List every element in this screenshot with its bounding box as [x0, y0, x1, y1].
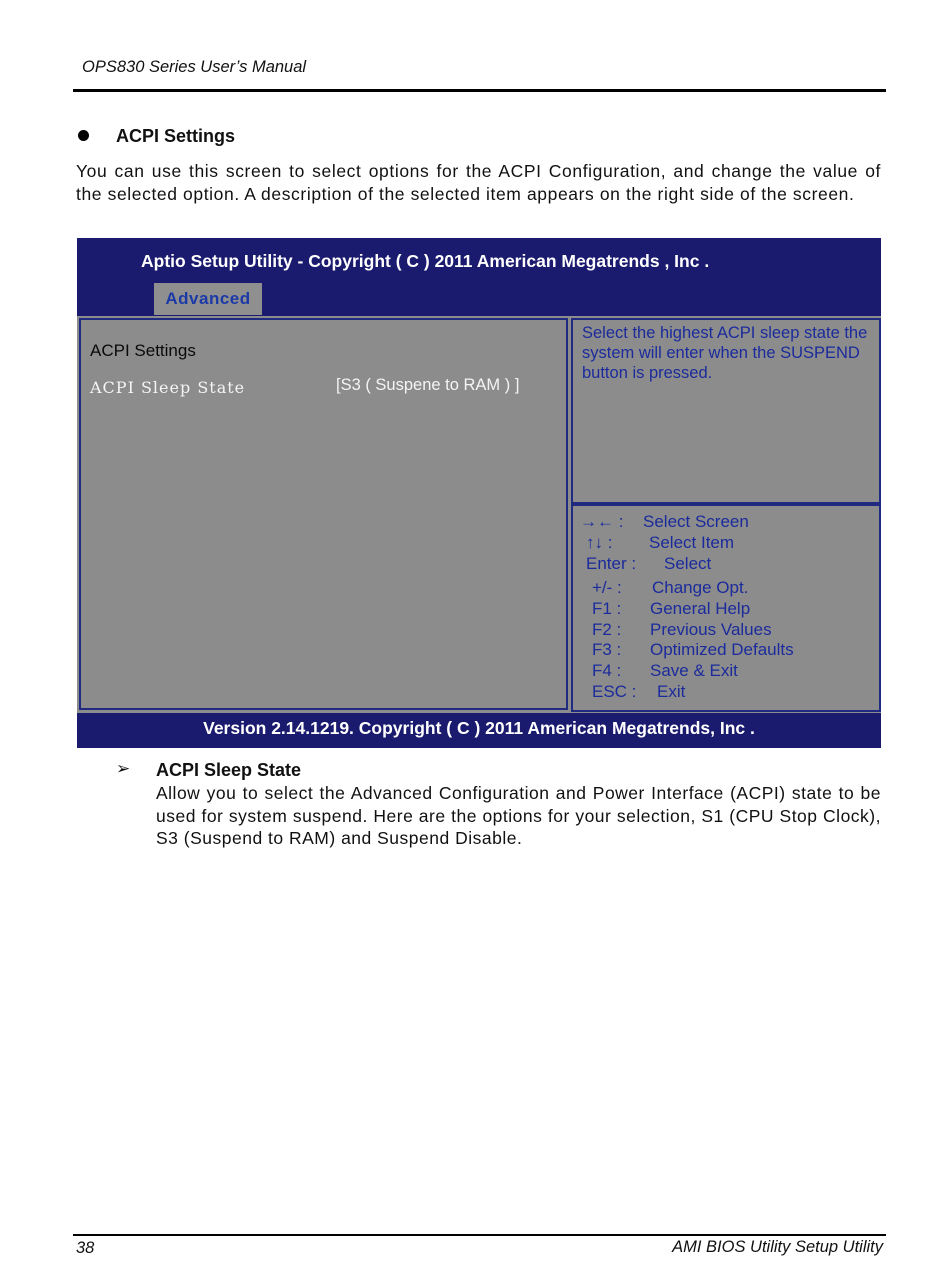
arrow-bullet-icon: ➢ [116, 759, 131, 778]
key-legend-pane [571, 504, 881, 712]
key-label: Enter : [586, 554, 637, 573]
header-rule [73, 89, 886, 92]
footer-title: AMI BIOS Utility Setup Utility [672, 1238, 883, 1256]
key-label: ESC : [592, 682, 637, 701]
running-header: OPS830 Series User’s Manual [82, 58, 307, 76]
bios-version: Version 2.14.1219. Copyright ( C ) 2011 American Megatrends, Inc . [203, 718, 755, 738]
key-action: Change Opt. [652, 578, 749, 597]
key-label: →← : [580, 512, 624, 531]
bios-screenshot [77, 238, 881, 748]
section-intro: You can use this screen to select options for the ACPI Configuration, and change the value of the selected option. A description of the selected item appears on the right side of the screen. [76, 161, 881, 204]
key-action: Save & Exit [650, 661, 738, 680]
key-label: F2 : [592, 620, 622, 639]
key-label: F3 : [592, 640, 622, 659]
settings-pane [79, 318, 568, 710]
acpi-sleep-state-label[interactable]: ACPI Sleep State [90, 378, 246, 397]
help-text: Select the highest ACPI sleep state the system will enter when the SUSPEND button is pressed. [582, 324, 868, 382]
subsection-description: Allow you to select the Advanced Configuration and Power Interface (ACPI) state to be used for system suspend. Here are the options for your selection, S1 (CPU Stop Clock), S3 (Suspend to RAM) and Suspend Disable. [156, 783, 881, 848]
bios-title-bar [77, 238, 881, 316]
settings-section-label: ACPI Settings [90, 341, 196, 360]
acpi-sleep-state-value[interactable]: [S3 ( Suspene to RAM ) ] [336, 376, 520, 394]
key-action: Select Item [649, 533, 735, 552]
bullet-icon [78, 130, 89, 141]
key-label: +/- : [592, 578, 622, 597]
key-action: Select Screen [643, 512, 749, 531]
subsection-title: ACPI Sleep State [156, 760, 302, 780]
key-action: Exit [657, 682, 686, 701]
help-pane [571, 318, 881, 504]
bios-version-bar [77, 713, 881, 748]
key-action: Previous Values [650, 620, 772, 639]
key-action: Optimized Defaults [650, 640, 794, 659]
key-label: F1 : [592, 599, 622, 618]
bios-title: Aptio Setup Utility - Copyright ( C ) 2011 American Megatrends , Inc . [141, 251, 710, 271]
key-action: Select [664, 554, 712, 573]
section-title: ACPI Settings [116, 126, 236, 146]
key-label: F4 : [592, 661, 622, 680]
key-action: General Help [650, 599, 751, 618]
page-number: 38 [76, 1239, 95, 1257]
key-label: ↑↓ : [586, 533, 613, 552]
tab-advanced[interactable]: Advanced [154, 283, 262, 315]
footer-rule [73, 1234, 886, 1236]
